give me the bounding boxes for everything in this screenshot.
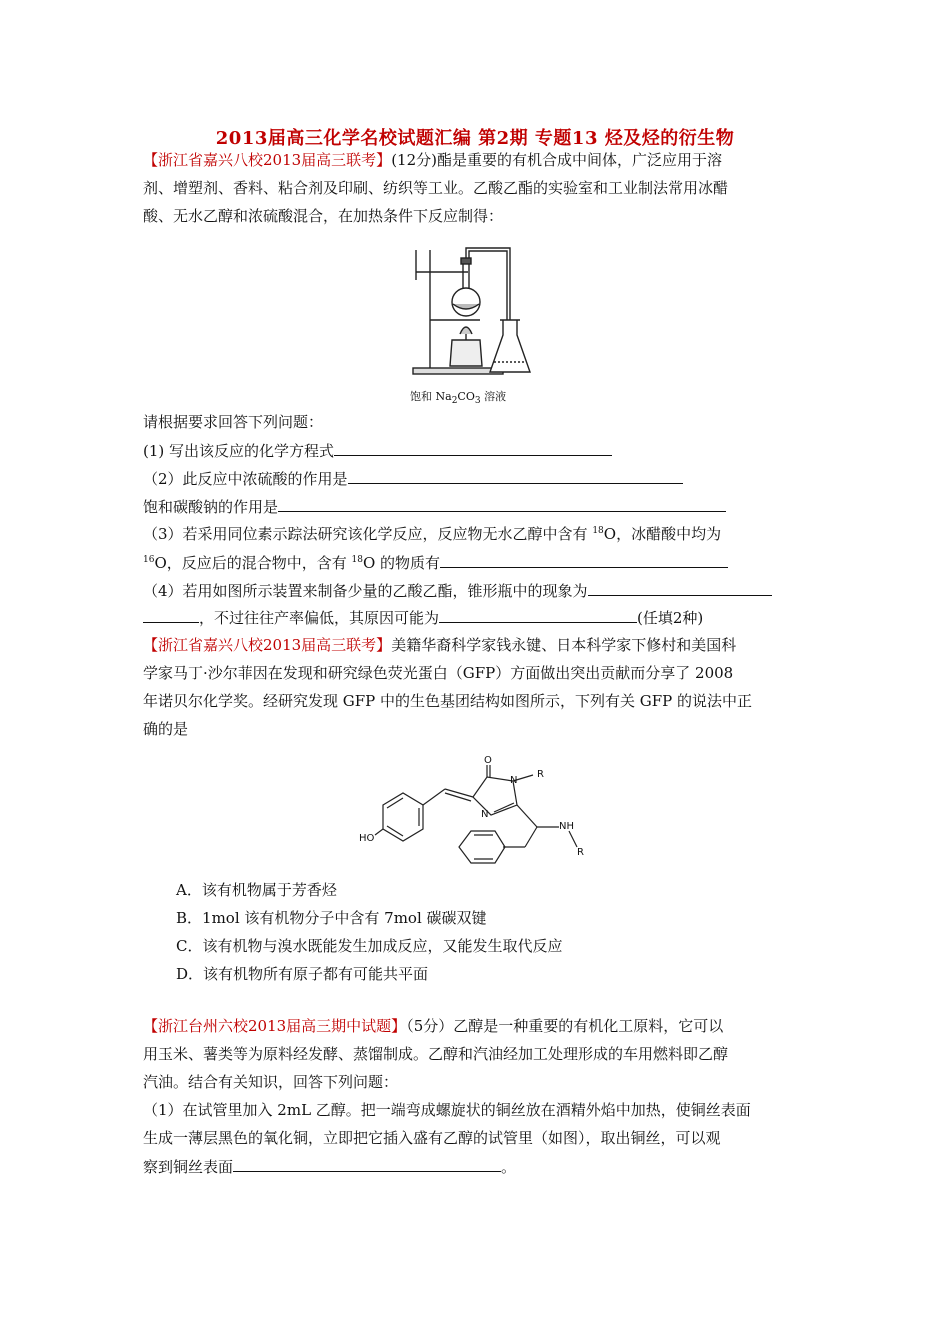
q1-part-2 bbox=[143, 468, 683, 489]
q1-part-4-text-a: （4）若用如图所示装置来制备少量的乙酸乙酯，锥形瓶中的现象为 bbox=[143, 582, 588, 600]
caption-sub-1: 2 bbox=[451, 396, 458, 407]
q1-text-1: (12分)酯是重要的有机合成中间体，广泛应用于溶 bbox=[391, 151, 722, 169]
q1-part-4-line-2 bbox=[143, 607, 703, 628]
q1-part-4-line-1 bbox=[143, 580, 772, 601]
q3-source: 【浙江台州六校2013届高三期中试题】 bbox=[143, 1017, 407, 1035]
q1-part-1-text: (1) 写出该反应的化学方程式 bbox=[143, 442, 335, 460]
q1-part-2b-text: 饱和碳酸钠的作用是 bbox=[143, 498, 279, 516]
q1-part-3-text-c: O，反应后的混合物中，含有 bbox=[154, 554, 352, 572]
answer-blank-5[interactable] bbox=[588, 580, 772, 596]
q1-part-3-line-2 bbox=[143, 552, 728, 573]
q1-part-3-text-a: （3）若采用同位素示踪法研究该化学反应，反应物无水乙醇中含有 bbox=[143, 525, 593, 543]
q1-part-2b bbox=[143, 496, 726, 517]
gfp-structure-figure bbox=[355, 755, 615, 865]
q3-line-4: （1）在试管里加入 2mL 乙醇。把一端弯成螺旋状的铜丝放在酒精外焰中加热，使铜丝表面 bbox=[143, 1101, 751, 1119]
q2-line-4: 确的是 bbox=[143, 720, 189, 738]
hydroxyl-label: HO bbox=[359, 833, 375, 844]
nh-label: NH bbox=[559, 821, 574, 832]
q1-part-1 bbox=[143, 440, 612, 461]
q2-line-3: 年诺贝尔化学奖。经研究发现 GFP 中的生色基团结构如图所示，下列有关 GFP 的说法中正 bbox=[143, 692, 753, 710]
caption-part-a: 饱和 Na bbox=[410, 390, 452, 403]
option-b[interactable]: B．1mol 该有机物分子中含有 7mol 碳碳双键 bbox=[176, 909, 487, 927]
caption-part-b: CO bbox=[457, 390, 475, 403]
r-group-label-2: R bbox=[577, 847, 584, 858]
q1-line-3: 酸、无水乙醇和浓硫酸混合，在加热条件下反应制得： bbox=[143, 207, 504, 225]
q1-part-4-text-b: ，不过往往产率偏低，其原因可能为 bbox=[199, 609, 440, 627]
q2-text-1: 美籍华裔科学家钱永键、日本科学家下修村和美国科 bbox=[391, 636, 737, 654]
q3-line-2: 用玉米、薯类等为原料经发酵、蒸馏制成。乙醇和汽油经加工处理形成的车用燃料即乙醇 bbox=[143, 1045, 729, 1063]
answer-blank-7[interactable] bbox=[439, 607, 637, 623]
answer-blank-1[interactable] bbox=[334, 440, 612, 456]
caption-sub-2: 3 bbox=[474, 396, 481, 407]
r-group-label-1: R bbox=[537, 769, 544, 780]
answer-blank-3[interactable] bbox=[278, 496, 726, 512]
answer-blank-6[interactable] bbox=[143, 607, 199, 623]
q1-part-3-line-1 bbox=[143, 524, 721, 544]
q1-line-2: 剂、增塑剂、香料、粘合剂及印刷、纺织等工业。乙酸乙酯的实验室和工业制法常用冰醋 bbox=[143, 179, 729, 197]
apparatus-figure bbox=[408, 240, 548, 405]
option-a[interactable]: A．该有机物属于芳香烃 bbox=[176, 881, 337, 899]
q1-part-3-text-b: O，冰醋酸中均为 bbox=[603, 525, 722, 543]
q2-line-2: 学家马丁·沙尔菲因在发现和研究绿色荧光蛋白（GFP）方面做出突出贡献而分享了 2008 bbox=[143, 664, 734, 682]
answer-blank-8[interactable] bbox=[233, 1156, 501, 1172]
q3-text-6-end: 。 bbox=[501, 1158, 517, 1176]
q1-part-3-text-d: O 的物质有 bbox=[362, 554, 441, 572]
caption-part-c: 溶液 bbox=[480, 390, 507, 403]
q3-text-6: 察到铜丝表面 bbox=[143, 1158, 234, 1176]
q3-line-3: 汽油。结合有关知识，回答下列问题： bbox=[143, 1073, 399, 1091]
q2-line-1 bbox=[143, 635, 736, 655]
q1-part-4-text-c: (任填2种) bbox=[637, 609, 704, 627]
oxygen-label: O bbox=[484, 755, 492, 766]
nitrogen-label-2: N bbox=[481, 809, 489, 820]
q3-line-1 bbox=[143, 1016, 723, 1036]
answer-blank-2[interactable] bbox=[348, 468, 683, 484]
esterification-apparatus-diagram bbox=[408, 240, 548, 405]
q3-line-5: 生成一薄层黑色的氧化铜，立即把它插入盛有乙醇的试管里（如图），取出铜丝，可以观 bbox=[143, 1129, 721, 1147]
isotope-18-sup-2: 18 bbox=[351, 555, 363, 565]
q2-source: 【浙江省嘉兴八校2013届高三联考】 bbox=[143, 636, 392, 654]
q1-line-1 bbox=[143, 150, 722, 170]
isotope-18-sup: 18 bbox=[592, 526, 604, 536]
q1-part-2-text: （2）此反应中浓硫酸的作用是 bbox=[143, 470, 348, 488]
q3-text-1: （5分）乙醇是一种重要的有机化工原料，它可以 bbox=[406, 1017, 724, 1035]
option-c[interactable]: C．该有机物与溴水既能发生加成反应，又能发生取代反应 bbox=[176, 937, 563, 955]
q1-source: 【浙江省嘉兴八校2013届高三联考】 bbox=[143, 151, 392, 169]
isotope-16-sup: 16 bbox=[143, 555, 155, 565]
answer-blank-4[interactable] bbox=[440, 552, 728, 568]
nitrogen-label-1: N bbox=[510, 775, 518, 786]
q3-line-6 bbox=[143, 1156, 516, 1177]
document-title: 2013届高三化学名校试题汇编 第2期 专题13 烃及烃的衍生物 bbox=[215, 128, 735, 149]
option-d[interactable]: D．该有机物所有原子都有可能共平面 bbox=[176, 965, 429, 983]
apparatus-caption bbox=[410, 388, 507, 407]
q1-prompt: 请根据要求回答下列问题： bbox=[143, 413, 324, 431]
